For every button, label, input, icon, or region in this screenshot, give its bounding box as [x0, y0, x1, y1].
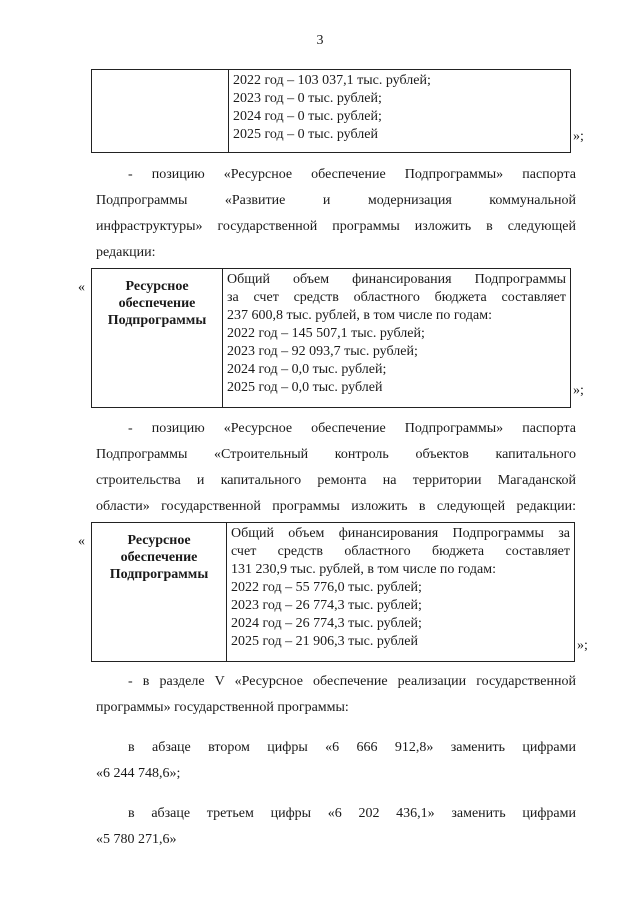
- paragraph-line: в абзаце третьем цифры «6 202 436,1» заменить цифрами: [128, 806, 576, 821]
- instruction-paragraph: [96, 669, 576, 853]
- resource-provision-table: [91, 522, 575, 662]
- year-line: 2022 год – 103 037,1 тыс. рублей;: [233, 73, 431, 88]
- year-line: 2023 год – 0 тыс. рублей;: [233, 91, 382, 106]
- year-line: 2023 год – 26 774,3 тыс. рублей;: [231, 598, 422, 613]
- table-content-cell: [223, 269, 570, 407]
- content-line: 237 600,8 тыс. рублей, в том числе по годам:: [227, 308, 492, 323]
- year-line: 2024 год – 26 774,3 тыс. рублей;: [231, 616, 422, 631]
- opening-quote: «: [78, 280, 85, 295]
- paragraph-line: области» государственной программы изложить в следующей редакции:: [96, 499, 576, 514]
- header-line: Ресурсное: [127, 533, 191, 548]
- content-line: 131 230,9 тыс. рублей, в том числе по годам:: [231, 562, 496, 577]
- paragraph-line: «6 244 748,6»;: [96, 766, 181, 781]
- instruction-paragraph: [96, 416, 576, 520]
- year-line: 2024 год – 0,0 тыс. рублей;: [227, 362, 387, 377]
- paragraph-line: в абзаце втором цифры «6 666 912,8» заменить цифрами: [128, 740, 576, 755]
- header-line: Подпрограммы: [107, 312, 207, 328]
- paragraph-line: инфраструктуры» государственной программы изложить в следующей: [96, 219, 576, 234]
- resource-provision-table: [91, 268, 571, 408]
- table-header-cell-empty: [92, 70, 229, 152]
- paragraph-line: Подпрограммы «Строительный контроль объектов капитального: [96, 447, 576, 462]
- paragraph-line: строительства и капитального ремонта на территории Магаданской: [96, 473, 576, 488]
- header-line: обеспечение: [120, 549, 198, 565]
- content-line: Общий объем финансирования Подпрограммы: [227, 272, 566, 287]
- closing-quote: »;: [573, 383, 584, 398]
- table-header-cell: [92, 269, 223, 407]
- paragraph-line: «5 780 271,6»: [96, 832, 177, 847]
- year-line: 2025 год – 21 906,3 тыс. рублей: [231, 634, 418, 649]
- paragraph-line: Подпрограммы «Развитие и модернизация коммунальной: [96, 193, 576, 208]
- paragraph-line: - позицию «Ресурсное обеспечение Подпрограммы» паспорта: [128, 421, 576, 436]
- year-line: 2023 год – 92 093,7 тыс. рублей;: [227, 344, 418, 359]
- page-number: 3: [316, 33, 324, 48]
- opening-quote: «: [78, 534, 85, 549]
- header-line: Подпрограммы: [109, 566, 209, 582]
- paragraph-line: - позицию «Ресурсное обеспечение Подпрограммы» паспорта: [128, 167, 576, 182]
- instruction-paragraph: [96, 162, 576, 266]
- paragraph-line: - в разделе V «Ресурсное обеспечение реализации государственной: [128, 674, 576, 689]
- content-line: за счет средств областного бюджета составляет: [227, 290, 566, 305]
- content-line: счет средств областного бюджета составляет: [231, 544, 570, 559]
- year-line: 2022 год – 145 507,1 тыс. рублей;: [227, 326, 425, 341]
- table-content-cell: [229, 70, 570, 152]
- table-content-cell: [227, 523, 574, 661]
- year-line: 2022 год – 55 776,0 тыс. рублей;: [231, 580, 422, 595]
- funding-table-continuation: [91, 69, 571, 153]
- paragraph-line: редакции:: [96, 245, 156, 260]
- year-line: 2025 год – 0,0 тыс. рублей: [227, 380, 383, 395]
- header-line: Ресурсное: [125, 279, 189, 294]
- year-line: 2025 год – 0 тыс. рублей: [233, 127, 378, 142]
- closing-quote: »;: [573, 129, 584, 144]
- closing-quote: »;: [577, 638, 588, 653]
- table-header-cell: [92, 523, 227, 661]
- content-line: Общий объем финансирования Подпрограммы за: [231, 526, 570, 541]
- year-line: 2024 год – 0 тыс. рублей;: [233, 109, 382, 124]
- header-line: обеспечение: [118, 295, 196, 311]
- paragraph-line: программы» государственной программы:: [96, 700, 349, 715]
